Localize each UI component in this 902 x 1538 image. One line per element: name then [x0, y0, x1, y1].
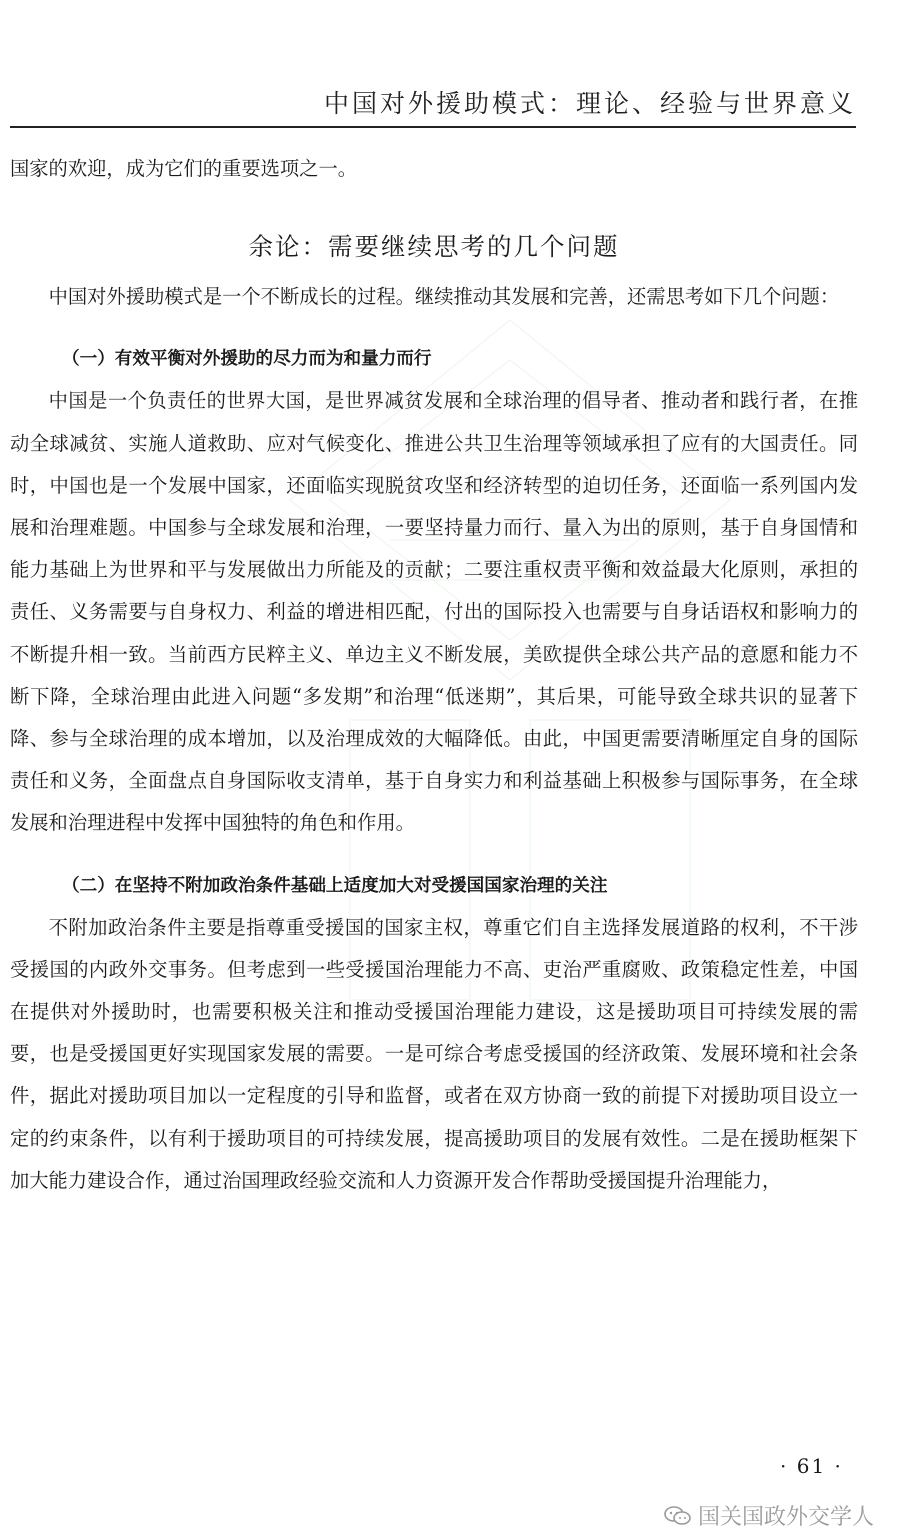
- source-watermark: [664, 1500, 874, 1531]
- intro-paragraph: 中国对外援助模式是一个不断成长的过程。继续推动其发展和完善，还需思考如下几个问题：: [48, 285, 840, 309]
- page-number: · 61 ·: [780, 1454, 843, 1478]
- wechat-icon: [664, 1505, 692, 1527]
- subsection-heading-1: （一）有效平衡对外援助的尽力而为和量力而行: [62, 349, 432, 370]
- watermark-text: 国关国政外交学人: [697, 1505, 874, 1530]
- running-header: 中国对外援助模式：理论、经验与世界意义: [323, 89, 856, 118]
- subsection-heading-2: （二）在坚持不附加政治条件基础上适度加大对受援国国家治理的关注: [62, 875, 608, 896]
- subsection-paragraph-1: 中国是一个负责任的世界大国，是世界减贫发展和全球治理的倡导者、推动者和践行者，在推动全球减贫、实施人道救助、应对气候变化、推进公共卫生治理等领域承担了应有的大国责任。同时，中国也是一个发展中国家，还面临实现脱贫攻坚和经济转型的迫切任务，还面临一系列国内发展和治理难题。中国参与全球发展和治理，一要坚持量力而行、量入为出的原则，基于自身国情和能力基础上为世界和平与发展做出力所能及的贡献；二要注重权责平衡和效益最大化原则，承担的责任、义务需要与自身权力、利益的增进相匹配，付出的国际投入也需要与自身话语权和影响力的不断提升相一致。当前西方民粹主义、单边主义不断发展，美欧提供全球公共产品的意愿和能力不断下降，全球治理由此进入问题“多发期”和治理“低迷期”，其后果，可能导致全球共识的显著下降、参与全球治理的成本增加，以及治理成效的大幅降低。由此，中国更需要清晰厘定自身的国际责任和义务，全面盘点自身国际收支清单，基于自身实力和利益基础上积极参与国际事务，在全球发展和治理进程中发挥中国独特的角色和作用。: [10, 389, 858, 835]
- subsection-paragraph-2: 不附加政治条件主要是指尊重受援国的国家主权，尊重它们自主选择发展道路的权利，不干涉受援国的内政外交事务。但考虑到一些受援国治理能力不高、吏治严重腐败、政策稳定性差，中国在提供对外援助时，也需要积极关注和推动受援国治理能力建设，这是援助项目可持续发展的需要，也是受援国更好实现国家发展的需要。一是可综合考虑受援国的经济政策、发展环境和社会条件，据此对援助项目加以一定程度的引导和监督，或者在双方协商一致的前提下对援助项目设立一定的约束条件，以有利于援助项目的可持续发展，提高援助项目的发展有效性。二是在援助框架下加大能力建设合作，通过治国理政经验交流和人力资源开发合作帮助受援国提升治理能力，: [10, 915, 858, 1192]
- opening-line: 国家的欢迎，成为它们的重要选项之一。: [10, 157, 358, 180]
- page-body: [10, 148, 858, 1202]
- header-rule: [10, 126, 856, 128]
- section-title: 余论：需要继续思考的几个问题: [248, 232, 620, 262]
